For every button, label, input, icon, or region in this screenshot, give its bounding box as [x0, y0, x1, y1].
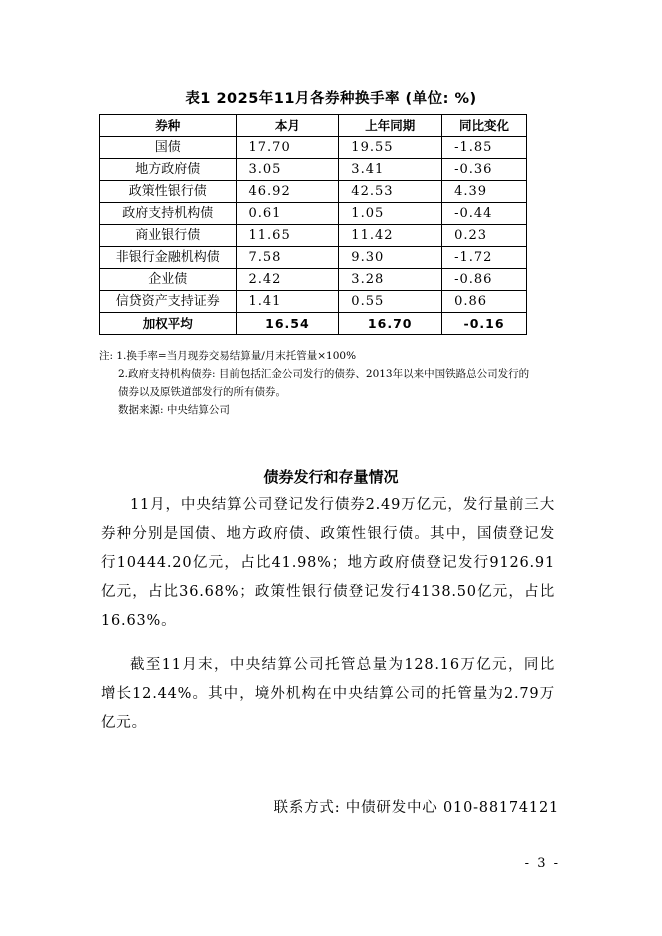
table-row — [100, 291, 527, 313]
table-row — [100, 137, 527, 159]
cell-last-year: 16.70 — [339, 313, 442, 335]
cell-this-month: 2.42 — [236, 269, 339, 291]
cell-yoy: -0.36 — [442, 159, 527, 181]
row-label: 地方政府债 — [100, 159, 237, 181]
cell-yoy: -1.85 — [442, 137, 527, 159]
table-row — [100, 181, 527, 203]
cell-yoy: 4.39 — [442, 181, 527, 203]
table-row — [100, 225, 527, 247]
row-label: 商业银行债 — [100, 225, 237, 247]
cell-last-year: 0.55 — [339, 291, 442, 313]
table-title: 表1 2025年11月各券种换手率 (单位: %) — [185, 91, 477, 107]
paragraph-issuance: 11月，中央结算公司登记发行债券2.49万亿元，发行量前三大券种分别是国债、地方政府债、政策性银行债。其中，国债登记发行10444.20亿元，占比41.98%；地方政府债登记发行9126.91亿元，占比36.68%；政策性银行债登记发行4138.50亿元，占比16.63%。 — [101, 497, 555, 629]
table-row — [100, 159, 527, 181]
paragraph-custody: 截至11月末，中央结算公司托管总量为128.16万亿元，同比增长12.44%。其中，境外机构在中央结算公司的托管量为2.79万亿元。 — [101, 657, 555, 731]
cell-yoy: -0.16 — [442, 313, 527, 335]
page-number: - 3 - — [524, 856, 560, 871]
cell-last-year: 19.55 — [339, 137, 442, 159]
header-this-month: 本月 — [236, 115, 339, 137]
table-notes — [99, 347, 539, 419]
row-label: 政府支持机构债 — [100, 203, 237, 225]
data-source: 数据来源: 中央结算公司 — [118, 404, 230, 416]
note-1: 注: 1.换手率=当月现券交易结算量/月末托管量×100% — [99, 350, 357, 362]
row-label: 政策性银行债 — [100, 181, 237, 203]
cell-this-month: 3.05 — [236, 159, 339, 181]
cell-last-year: 3.28 — [339, 269, 442, 291]
table-row — [100, 269, 527, 291]
table-header-row — [100, 115, 527, 137]
row-label: 非银行金融机构债 — [100, 247, 237, 269]
cell-this-month: 1.41 — [236, 291, 339, 313]
row-label: 企业债 — [100, 269, 237, 291]
row-label: 信贷资产支持证券 — [100, 291, 237, 313]
cell-yoy: -1.72 — [442, 247, 527, 269]
cell-last-year: 11.42 — [339, 225, 442, 247]
header-yoy-change: 同比变化 — [442, 115, 527, 137]
header-last-year: 上年同期 — [339, 115, 442, 137]
header-bond-type: 券种 — [100, 115, 237, 137]
table-row — [100, 203, 527, 225]
table-row-weighted-average — [100, 313, 527, 335]
cell-this-month: 7.58 — [236, 247, 339, 269]
cell-yoy: 0.23 — [442, 225, 527, 247]
section-title: 债券发行和存量情况 — [263, 468, 399, 486]
contact-info: 联系方式: 中债研发中心 010-88174121 — [273, 800, 559, 816]
turnover-table — [99, 114, 527, 335]
table-row — [100, 247, 527, 269]
cell-last-year: 1.05 — [339, 203, 442, 225]
cell-yoy: -0.44 — [442, 203, 527, 225]
cell-yoy: -0.86 — [442, 269, 527, 291]
cell-yoy: 0.86 — [442, 291, 527, 313]
row-label: 国债 — [100, 137, 237, 159]
cell-this-month: 11.65 — [236, 225, 339, 247]
row-label: 加权平均 — [100, 313, 237, 335]
cell-last-year: 9.30 — [339, 247, 442, 269]
cell-this-month: 17.70 — [236, 137, 339, 159]
cell-this-month: 0.61 — [236, 203, 339, 225]
note-2: 2.政府支持机构债券: 目前包括汇金公司发行的债券、2013年以来中国铁路总公司发行的债券以及原铁道部发行的所有债券。 — [118, 368, 530, 398]
cell-last-year: 42.53 — [339, 181, 442, 203]
cell-this-month: 16.54 — [236, 313, 339, 335]
cell-this-month: 46.92 — [236, 181, 339, 203]
cell-last-year: 3.41 — [339, 159, 442, 181]
